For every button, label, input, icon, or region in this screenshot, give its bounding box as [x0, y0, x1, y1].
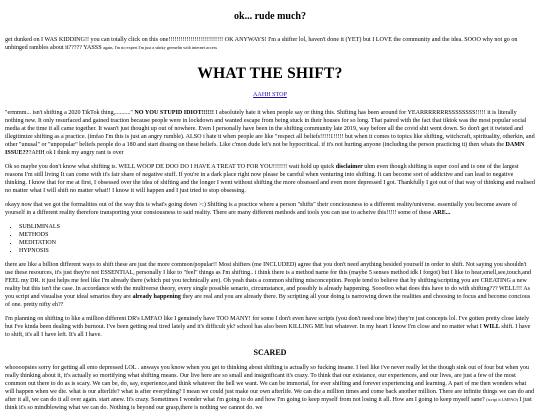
- intro-small-text: again, I'm no expert I'm just a stinky gremelin with internet access: [103, 45, 218, 51]
- methods-list: [5, 223, 535, 255]
- scared-small-text: (script it LMFAO): [486, 397, 518, 403]
- intro-text: get dunked on I WAS KIDDING!! you can totally click on this one!!!!!!!!!!!!!!!!!!!!!!!!!!! OK ANYWAYS! I'm a shifter lol, haven't done it (YET) but I LOVE the community and the idea. SOOO why not go on unhinged rambles about it????? YASSS: [5, 37, 518, 52]
- main-title: WHAT THE SHIFT?: [197, 65, 343, 83]
- list-item: • METHODS: [19, 231, 535, 239]
- rant-text-a: "ermmm... isn't shifting a 2020 TikTok thing,..........": [5, 109, 135, 116]
- definition-paragraph: [5, 201, 535, 217]
- methods-emphasis: already happening: [132, 294, 181, 301]
- list-item: • SUBLIMINALS: [19, 223, 535, 231]
- methods-text-a: there are like a billion different ways to shift these are just the more common/popular!! Most shifters (me INCLUDED) agree that you don't need anything besided yourself in order to shift. Not saying you shouldn't use these resources, it's just they're not ESSENTIAL, personally I like to "feel" things as I'm shifting.. i think there is a method name for this (maybe 5 senses method idk I forgot) but I like to hear,smell,see,touch,and FEEL my DR. it just helps me feel like I'm already there (which put you technically are). Oh yeah thats a common shifting misconception. People tend to believe that by shifting/scripting you are CREATING a new reality but this isn't the case. In accordance with the multiverse theory, every single possible senario, circumstance, and possibly is already happening. Sooo0oo what does this have to do with shifting??? WELL!!! As you script and visualise your ideal senarios they are: [5, 262, 531, 301]
- plans-emphasis: WILL: [483, 324, 500, 331]
- intro-paragraph: [5, 36, 535, 52]
- methods-text-c: they are real and you are already there. By scripting all your doing is narrowing down the realities and choosing to focus and become concious of one. pretty nifty eh??: [5, 294, 531, 309]
- rant-emphasis-2: DAMN ISSUE??: [5, 141, 525, 156]
- scared-text-c: I just think it's so mindblowing what we can do. Nothing is beyond our grasp,there is nothing we cannot do. we: [5, 397, 532, 412]
- list-item: • MEDITATION: [19, 239, 535, 247]
- scared-text-a: whoooopsies sorry for getting all emo depressed LOL . anways you know when you get to thinking about shifting is actually so fucking insane. I feel like i've never really let the though sink out of four but when you really thinking about it, it's actually so mortifying what shifting means. Our live here are so small and insignificant it's crazy. To think that our existance, our experiences, and our lives, are just a few of the most common out there to do as is scary. We can be, do, say, experience,and think whatever the hell we want. We can be immortal, for ever shifting and forever experiencing and learning. A part of me then wonders what will happen when we die. what is our afterlife? what is after everything? I mean we could just make our own afterlife. We can die a million times and come back another million. There are infinite things we can do and after it all, we can do it all over again. start anew. It's crazy. Sometimes I wonder what i'm going to do and how I'm going to keep myself from not losing it all. How am I going to keep myself sane?: [5, 365, 535, 404]
- plans-text-a: I'm planning on shifting to like a million different DR's LMFAO like I genuinely have TOO MANY! for some I don't even have scripts (you don't need one btw) they're just concepts lol. I've gotten pretty close lately but I've kinda been dealing with burnout. I've been getting real tired lately and it's difficult yk? school has also been KILLING ME but whatever. In my heart I know I'm close and no matter what I: [5, 316, 529, 331]
- disclaimer-text-a: Ok so maybe you don't know what shifting is. WELL WOOP DE DOO DO I HAVE A TREAT TO FOR YOU!!!!!!! wait hold up quick: [5, 163, 336, 170]
- plans-text-c: shift. I have to shift, it's all I have left. It's all I have.: [5, 324, 531, 339]
- rant-text-e: ?AHH ok I think my angry rant is over: [28, 149, 124, 156]
- list-item: • HYPNOSIS: [19, 247, 535, 255]
- stop-link[interactable]: AAHH STOP: [253, 91, 287, 98]
- disclaimer-paragraph: [5, 163, 535, 195]
- scared-heading: SCARED: [253, 347, 287, 357]
- definition-emphasis: ARE...: [432, 210, 451, 217]
- rant-paragraph: [5, 109, 535, 157]
- disclaimer-text-c: uhm even though shifting is super cool and is one of the largest reasons I'm still living It can come with it's fair share of negative stuff. If you're in a dark place right now please be careful when venturing into shifting. It can become sort of addictive and can lead to negative thinking. I know that for me at first, I obsessed over the idea of shifting and the longer I went without shifting the more obsessed and even more depressed I got. Thankfully I got out of that way of thinking and realised no matter what I will shift no matter what!! I know it will happen and I just tried to stop obsessing.: [5, 163, 535, 195]
- plans-paragraph: [5, 315, 535, 339]
- rant-text-c: I absolutely hate it when people say or thing this. Shifting has been around for YEARRRRRRRSSSSSSSS!!!!! it is literally nothing new. It only resurfaced and gained traction because people were in lockdown and wanted escape from being stuck in their houses for so long. That paired with the fact that tiktok was the most popular social media at the time it all came together. It wasn't just thought up out of nowhere. Even I personally have been in the shifting community late 2019, way before all the covid shit went down. So don't get it twisted and illegitimize shifting as a practice. (imfao I'm this is just an angry rumble). ALSO i hate it when people are like "respect all beliefs!!!!!1!!!!! but when it comes to topics like shifting, witchcraft, spirituality, otherkin, and other "unusal" or "unpopular" beliefs people do a 180 and start dissing on these beliefs. Like c'mon dude let's not be hypocritical. if it's not hurting anyone (including the person practicing it) then whats the: [5, 109, 535, 148]
- definition-text: okayy now that we got the formalities out of the way this is what's going down >:) Shifting is a practice where a person "shifts" their conciousness to a different reality/universe. essentially you become aware of yourself in a different reality therefore transporting your consiousness to said reality. There are many different methods and tools you can use to acheive this!!!!! some of these: [5, 202, 517, 217]
- disclaimer-label: disclaimer: [335, 163, 363, 170]
- methods-paragraph: [5, 261, 535, 309]
- top-title: ok... rude much?: [234, 11, 306, 22]
- stop-link-container: [5, 91, 535, 99]
- rant-emphasis: NO YOU STUPID IDIOT!!!!!!: [134, 109, 214, 116]
